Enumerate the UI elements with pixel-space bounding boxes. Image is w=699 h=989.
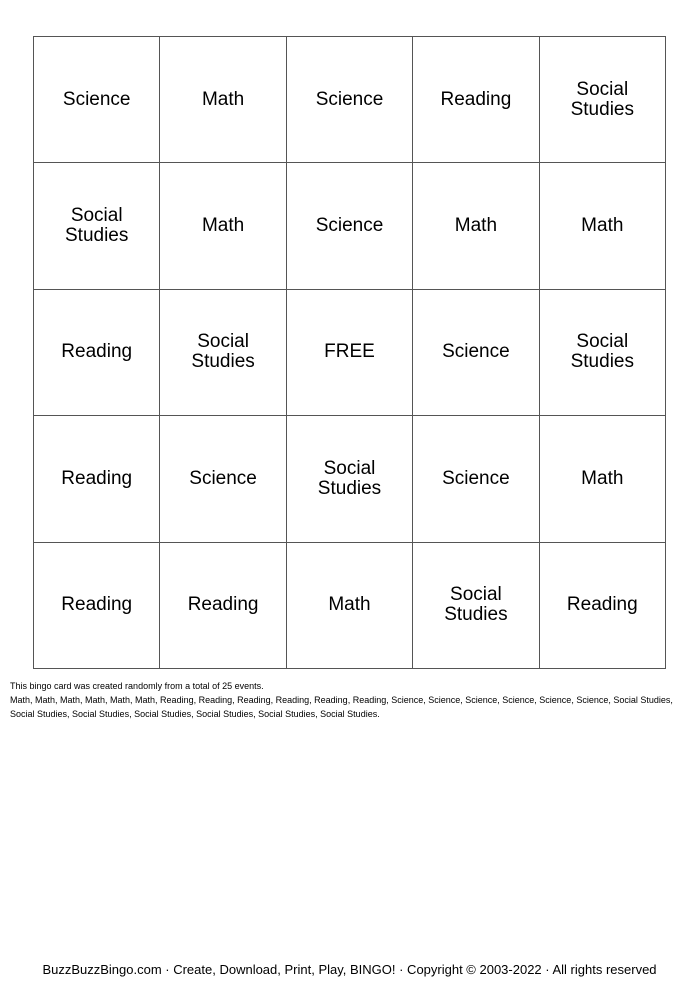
bingo-cell: Science xyxy=(413,416,539,542)
bingo-cell: Social Studies xyxy=(540,290,666,416)
bingo-cell: Reading xyxy=(413,37,539,163)
bingo-cell: Math xyxy=(160,37,286,163)
bingo-cell: Math xyxy=(540,163,666,289)
card-summary: This bingo card was created randomly from a total of 25 events. xyxy=(10,681,264,691)
bingo-cell: Social Studies xyxy=(34,163,160,289)
bingo-cell: Reading xyxy=(34,543,160,669)
footer-copyright: BuzzBuzzBingo.com · Create, Download, Print, Play, BINGO! · Copyright © 2003-2022 · All rights reserved xyxy=(42,962,657,977)
bingo-cell: Social Studies xyxy=(160,290,286,416)
bingo-cell: Math xyxy=(160,163,286,289)
bingo-card-grid xyxy=(33,36,666,669)
bingo-cell: Math xyxy=(540,416,666,542)
bingo-cell: Math xyxy=(287,543,413,669)
bingo-cell: Reading xyxy=(34,416,160,542)
bingo-cell: Science xyxy=(287,37,413,163)
bingo-cell: Science xyxy=(413,290,539,416)
bingo-cell: Social Studies xyxy=(413,543,539,669)
bingo-cell: Reading xyxy=(540,543,666,669)
bingo-cell: Reading xyxy=(34,290,160,416)
bingo-cell: Social Studies xyxy=(287,416,413,542)
bingo-cell: Math xyxy=(413,163,539,289)
bingo-cell: Science xyxy=(160,416,286,542)
bingo-cell: Social Studies xyxy=(540,37,666,163)
bingo-free-cell: FREE xyxy=(287,290,413,416)
bingo-cell: Reading xyxy=(160,543,286,669)
bingo-cell: Science xyxy=(34,37,160,163)
event-list: Math, Math, Math, Math, Math, Math, Reading, Reading, Reading, Reading, Reading, Reading, Science, Science, Science, Science, Science, Science, Social Studies, Social Studies, Social Studies, Social Studies, Social Studies, Social Studies, Social Studies. xyxy=(10,695,673,719)
bingo-cell: Science xyxy=(287,163,413,289)
card-notes xyxy=(10,679,690,721)
